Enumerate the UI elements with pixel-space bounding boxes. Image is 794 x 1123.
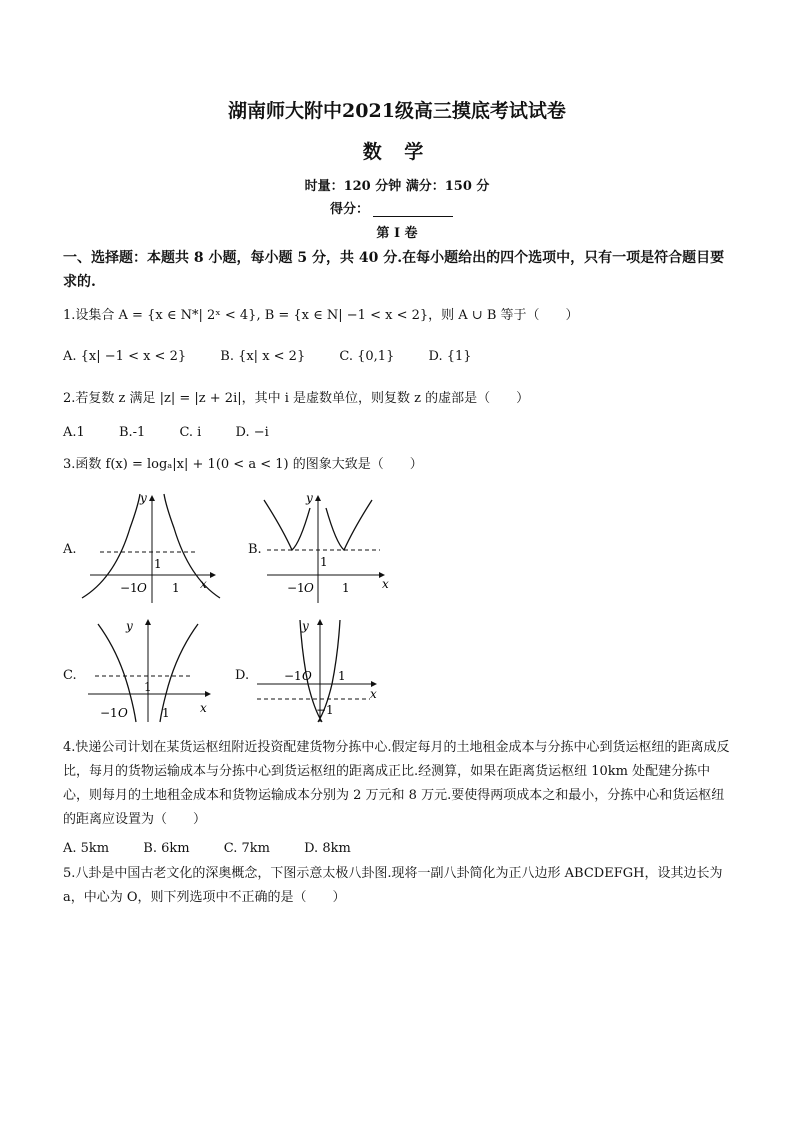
subject-title: 数 学 [362,141,432,163]
svg-text:y: y [126,619,133,633]
svg-text:y: y [140,491,147,505]
q4-option-b: B. 6km [143,841,190,856]
svg-text:x: x [200,701,207,715]
q3-graph-b [262,488,397,608]
svg-text:−1: −1 [287,581,305,595]
q1-option-d: D. {1} [428,349,472,364]
q4-option-a: A. 5km [63,841,110,856]
q4-option-d: D. 8km [304,841,351,856]
svg-text:1: 1 [154,557,162,571]
svg-text:O: O [137,581,147,595]
q2-option-c: C. i [179,425,202,440]
q1-option-b: B. {x| x < 2} [220,349,306,364]
svg-text:x: x [382,577,389,591]
svg-text:−1: −1 [284,669,302,683]
section-heading: 一、选择题：本题共 8 小题，每小题 5 分，共 40 分.在每小题给出的四个选项中，只有一项是符合题目要求的. [63,250,725,290]
svg-text:O: O [118,706,128,720]
q1-options [63,345,743,369]
q3-label-c: C. [63,668,77,683]
q5-stem: 5.八卦是中国古老文化的深奥概念，下图示意太极八卦图.现将一副八卦简化为正八边形 ABCDEFGH，设其边长为 a，中心为 O，则下列选项中不正确的是（ ） [63,866,723,905]
page-title: 湖南师大附中2021级高三摸底考试试卷 [228,100,566,122]
q4-options [63,837,743,861]
svg-text:y: y [306,491,313,505]
svg-text:x: x [200,577,207,591]
svg-text:y: y [302,619,309,633]
q1-option-c: C. {0,1} [339,349,395,364]
svg-text:O: O [302,669,312,683]
q2-option-d: D. −i [235,425,269,440]
svg-text:x: x [370,687,377,701]
q2-options [63,421,743,445]
q3-graph-d [252,614,387,724]
svg-text:1: 1 [338,669,346,683]
volume-title: 第 I 卷 [376,226,418,241]
svg-text:−1: −1 [120,581,138,595]
q2-stem: 2.若复数 z 满足 |z| = |z + 2i|，其中 i 是虚数单位，则复数 z 的虚部是（ ） [63,391,530,406]
exam-meta: 时量：120 分钟 满分：150 分 [304,179,490,194]
svg-text:1: 1 [320,555,328,569]
q1-option-a: A. {x| −1 < x < 2} [63,349,187,364]
svg-text:O: O [304,581,314,595]
q3-stem: 3.函数 f(x) = logₐ|x| + 1(0 < a < 1) 的图象大致是（ ） [63,457,423,472]
score-label: 得分： [330,202,370,217]
svg-text:1: 1 [342,581,350,595]
svg-text:1: 1 [144,680,152,694]
q4-option-c: C. 7km [223,841,270,856]
q3-graph-c [80,614,220,724]
q1-stem: 1.设集合 A = {x ∈ N*| 2ˣ < 4}, B = {x ∈ N| −1 < x < 2}，则 A ∪ B 等于（ ） [63,308,579,323]
q3-label-b: B. [248,542,262,557]
svg-text:−1: −1 [100,706,118,720]
q3-label-a: A. [63,542,77,557]
score-blank [373,204,453,217]
svg-text:1: 1 [172,581,180,595]
svg-text:1: 1 [162,706,170,720]
q3-label-d: D. [235,668,250,683]
svg-text:−1: −1 [316,703,334,717]
score-line [330,198,453,217]
q2-option-a: A.1 [63,425,85,440]
q4-stem: 4.快递公司计划在某货运枢纽附近投资配建货物分拣中心.假定每月的土地租金成本与分拣中心到货运枢纽的距离成反比，每月的货物运输成本与分拣中心到货运枢纽的距离成正比.经测算，如果在距离货运枢纽 10km 处配建分拣中心，则每月的土地租金成本和货物运输成本分别为 2 万元和 8 万元.要使得两项成本之和最小，分拣中心和货运枢纽的距离应设置为（ ） [63,740,730,827]
q2-option-b: B.-1 [118,425,146,440]
q3-graph-a [80,488,225,608]
